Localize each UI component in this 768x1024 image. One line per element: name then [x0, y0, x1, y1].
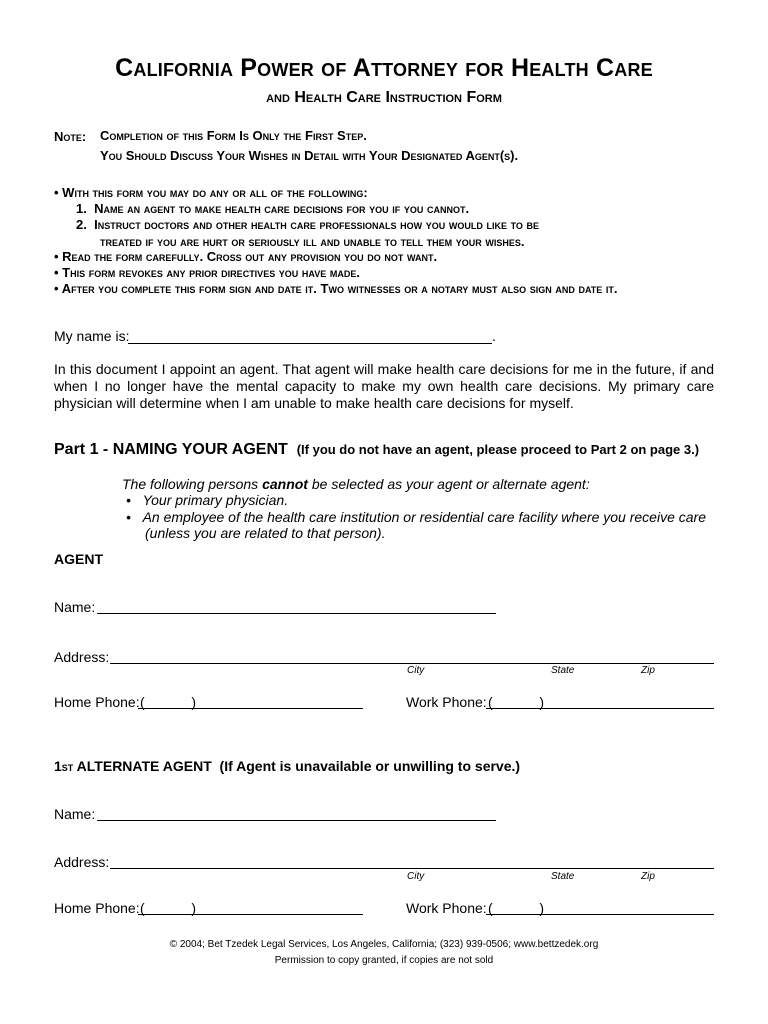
- agent-name-label: Name:: [54, 599, 96, 615]
- agent-heading: AGENT: [54, 551, 103, 567]
- restriction-item-1: • Your primary physician.: [126, 492, 289, 508]
- note-line-2: You Should Discuss Your Wishes in Detail with Your Designated Agent(s).: [100, 148, 519, 163]
- instruction-item-2: 2. Instruct doctors and other health care professionals how you would like to be: [76, 217, 540, 232]
- agent-address-field[interactable]: [110, 663, 714, 664]
- agent-work-phone-paren: ( ): [488, 694, 544, 710]
- alternate-home-phone-field[interactable]: [138, 914, 363, 915]
- alternate-address-label: Address:: [54, 854, 110, 870]
- agent-work-phone-label: Work Phone:: [406, 694, 487, 710]
- alternate-name-label: Name:: [54, 806, 96, 822]
- agent-city-label: City: [407, 665, 425, 676]
- footer-copyright: © 2004; Bet Tzedek Legal Services, Los Angeles, California; (323) 939-0506; www.bettzedek.org: [169, 939, 599, 950]
- appointment-text: In this document I appoint an agent. That agent will make health care decisions for me in the future, if and when I no longer have the mental capacity to make my own health care decisions. My primary care physician will determine when I am unable to make health care decisions for myself.: [54, 361, 714, 411]
- note-label: Note:: [54, 129, 87, 144]
- alternate-city-label: City: [407, 871, 425, 882]
- restriction-item-2: • An employee of the health care institution or residential care facility where you receive care: [126, 509, 706, 525]
- form-subtitle: and Health Care Instruction Form: [266, 89, 502, 106]
- alternate-note: (If Agent is unavailable or unwilling to serve.): [219, 758, 521, 774]
- instruction-bullet-sign: • After you complete this form sign and date it. Two witnesses or a notary must also sign and date it.: [54, 281, 618, 296]
- alternate-name-field[interactable]: [97, 820, 496, 821]
- agent-address-label: Address:: [54, 649, 110, 665]
- alternate-state-label: State: [551, 871, 575, 882]
- agent-home-phone-label: Home Phone:: [54, 694, 140, 710]
- agent-work-phone-field[interactable]: [486, 708, 714, 709]
- agent-home-phone-field[interactable]: [138, 708, 363, 709]
- instruction-item-2-cont: treated if you are hurt or seriously ill and unable to tell them your wishes.: [100, 234, 525, 249]
- alternate-work-phone-field[interactable]: [486, 914, 714, 915]
- my-name-end: .: [492, 328, 496, 344]
- agent-zip-label: Zip: [641, 665, 655, 676]
- agent-home-phone-paren: ( ): [140, 694, 196, 710]
- alternate-heading: 1ST ALTERNATE AGENT (If Agent is unavailable or unwilling to serve.): [54, 758, 521, 774]
- footer-permission: Permission to copy granted, if copies are not sold: [274, 955, 494, 966]
- instructions-intro: • With this form you may do any or all of the following:: [54, 185, 368, 200]
- restriction-intro: The following persons cannot be selected as your agent or alternate agent:: [122, 476, 590, 492]
- instruction-item-1: 1. Name an agent to make health care decisions for you if you cannot.: [76, 201, 470, 216]
- alternate-address-field[interactable]: [110, 868, 714, 869]
- agent-name-field[interactable]: [97, 613, 496, 614]
- note-line-1: Completion of this Form Is Only the First Step.: [100, 128, 367, 143]
- part1-heading: Part 1 - NAMING YOUR AGENT (If you do not have an agent, please proceed to Part 2 on page 3.): [54, 441, 700, 458]
- my-name-label: My name is:: [54, 328, 130, 344]
- alternate-zip-label: Zip: [641, 871, 655, 882]
- part1-note: (If you do not have an agent, please proceed to Part 2 on page 3.): [296, 442, 700, 457]
- form-title: California Power of Attorney for Health Care: [115, 54, 653, 82]
- instruction-bullet-read: • Read the form carefully. Cross out any provision you do not want.: [54, 249, 438, 264]
- alternate-work-phone-paren: ( ): [488, 900, 544, 916]
- my-name-field[interactable]: [128, 343, 492, 344]
- agent-state-label: State: [551, 665, 575, 676]
- alternate-home-phone-paren: ( ): [140, 900, 196, 916]
- alternate-home-phone-label: Home Phone:: [54, 900, 140, 916]
- instruction-bullet-revokes: • This form revokes any prior directives you have made.: [54, 265, 360, 280]
- restriction-item-2-cont: (unless you are related to that person).: [145, 525, 386, 541]
- alternate-work-phone-label: Work Phone:: [406, 900, 487, 916]
